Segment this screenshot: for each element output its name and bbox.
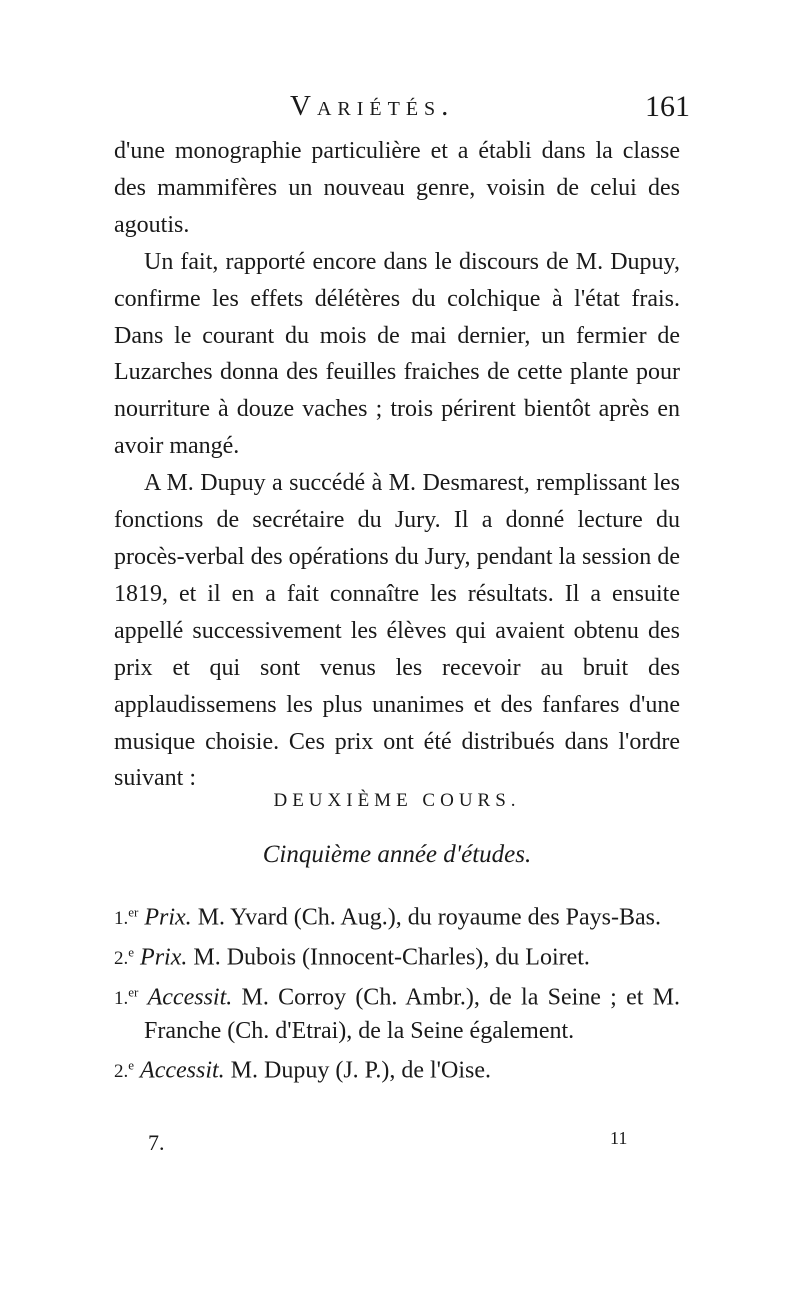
prize-rank: 1.$^{er}$ bbox=[114, 905, 139, 930]
prize-kind: Accessit. bbox=[147, 983, 233, 1010]
prize-rank: 2.$^e$ bbox=[114, 944, 135, 970]
prize-text: M. Dubois (Innocent-Charles), du Loiret. bbox=[187, 944, 590, 971]
paragraph-continuation: d'une monographie particulière et a établi dans la classe des mammifères un nouveau genre, voisin de celui des agoutis. bbox=[114, 138, 680, 238]
prize-text: M. Dupuy (J. P.), de l'Oise. bbox=[224, 1057, 491, 1084]
prize-rank: 2.$^e$ bbox=[114, 1057, 135, 1083]
prize-text: M. Corroy (Ch. Ambr.), de la Seine ; et M. Franche (Ch. d'Etrai), de la Seine également. bbox=[144, 983, 680, 1045]
sheet-number: 11 bbox=[610, 1128, 628, 1148]
body-text bbox=[114, 133, 680, 797]
prize-kind: Accessit. bbox=[140, 1057, 225, 1084]
signature-mark: 7. bbox=[148, 1130, 165, 1155]
section-subheading: Cinquième année d'études. bbox=[262, 841, 532, 868]
running-title: Variétés. bbox=[290, 90, 455, 122]
running-head bbox=[100, 90, 690, 130]
prize-text: M. Yvard (Ch. Aug.), du royaume des Pays-Bas. bbox=[191, 904, 661, 931]
prize-kind: Prix. bbox=[140, 944, 188, 971]
prize-rank: 1.$^{er}$ bbox=[114, 984, 139, 1009]
prize-kind: Prix. bbox=[144, 904, 192, 931]
paragraph-jury: A M. Dupuy a succédé à M. Desmarest, remplissant les fonctions de secrétaire du Jury. Il a donné lecture du procès-verbal des opérations du Jury, pendant la session de 1819, et il en a fait connaître les résultats. Il a ensuite appellé successivement les élèves qui avaient obtenu des prix et qui sont venus les recevoir au bruit des applaudissemens les plus unanimes et des fanfares d'une musique choisie. Ces prix ont été distribués dans l'ordre suivant : bbox=[114, 470, 680, 792]
page-number: 161 bbox=[645, 90, 690, 123]
paragraph-colchique: Un fait, rapporté encore dans le discours de M. Dupuy, confirme les effets délétères du colchique à l'état frais. Dans le courant du mois de mai dernier, un fermier de Luzarches donna des feuilles fraiches de cette plante pour nourriture à douze vaches ; trois périrent bientôt après en avoir mangé. bbox=[114, 248, 680, 460]
prize-entry bbox=[114, 976, 680, 1049]
prize-entry bbox=[114, 1049, 680, 1089]
section-heading: DEUXIÈME COURS. bbox=[273, 790, 521, 811]
prize-entry bbox=[114, 936, 680, 976]
prize-entry bbox=[114, 896, 680, 936]
prize-list bbox=[114, 896, 680, 1089]
